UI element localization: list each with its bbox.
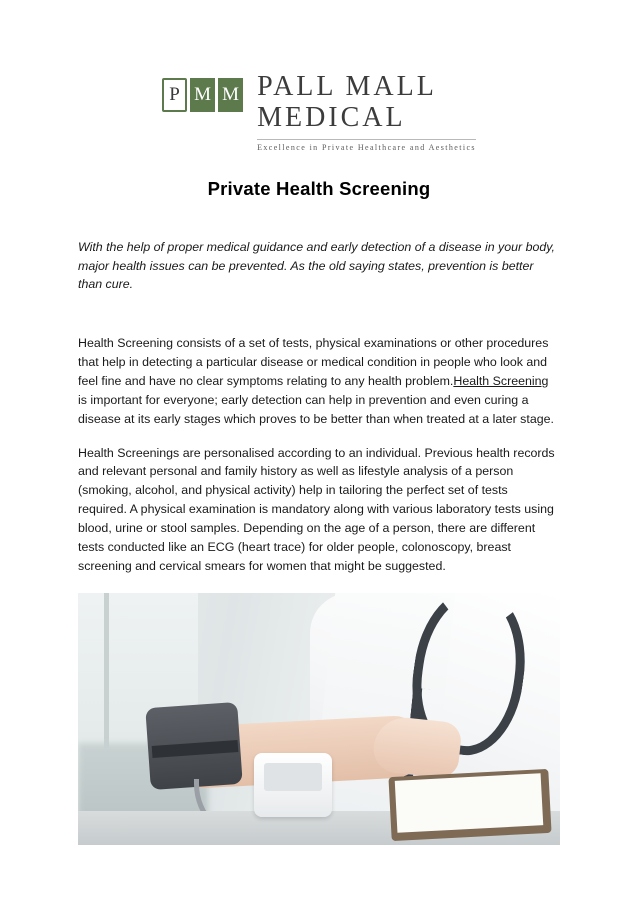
intro-paragraph: With the help of proper medical guidance and early detection of a disease in your body, major health issues can be prevented. As the old saying states, prevention is better than cure.	[78, 239, 555, 292]
photo-bp-monitor-screen	[264, 763, 322, 791]
pall-mall-medical-logo	[162, 72, 476, 152]
logo-line-2: MEDICAL	[257, 102, 406, 134]
health-screening-link[interactable]: Health Screening	[453, 374, 549, 388]
logo-mark-icon	[162, 78, 243, 112]
paragraph-2-text-before: Health Screening consists of a set of tests, physical examinations or other procedures that help in detecting a particular disease or medical condition in people who look and feel fine and have no clear symptoms relating to any health problem.	[78, 336, 549, 388]
logo-tagline: Excellence in Private Healthcare and Aesthetics	[257, 139, 476, 152]
blood-pressure-photo	[78, 593, 560, 845]
logo-header	[0, 0, 638, 152]
paragraph-2-text-after: is important for everyone; early detection can help in prevention and even curing a disease at its early stages which proves to be better than when treated at a later stage.	[78, 392, 554, 426]
article-image-wrapper	[0, 593, 638, 845]
photo-clipboard-paper	[395, 774, 544, 834]
logo-letter-p: P	[162, 78, 187, 112]
paragraph-2	[78, 334, 560, 428]
page-title: Private Health Screening	[207, 177, 431, 199]
logo-line-1: PALL MALL	[257, 71, 437, 102]
logo-wordmark	[257, 72, 476, 152]
logo-letter-m2: M	[218, 78, 243, 112]
logo-letter-m1: M	[190, 78, 215, 112]
document-body	[0, 238, 638, 576]
paragraph-3: Health Screenings are personalised according to an individual. Previous health records and relevant personal and family history as well as lifestyle analysis of a person (smoking, alcohol, and physical activity) help in tailoring the perfect set of tests required. A physical examination is mandatory along with various laboratory tests using blood, urine or stool samples. Depending on the age of a person, there are different tests conducted like an ECG (heart trace) for older people, colonoscopy, breast screening and cervical smears for women that might be suggested.	[78, 445, 555, 573]
